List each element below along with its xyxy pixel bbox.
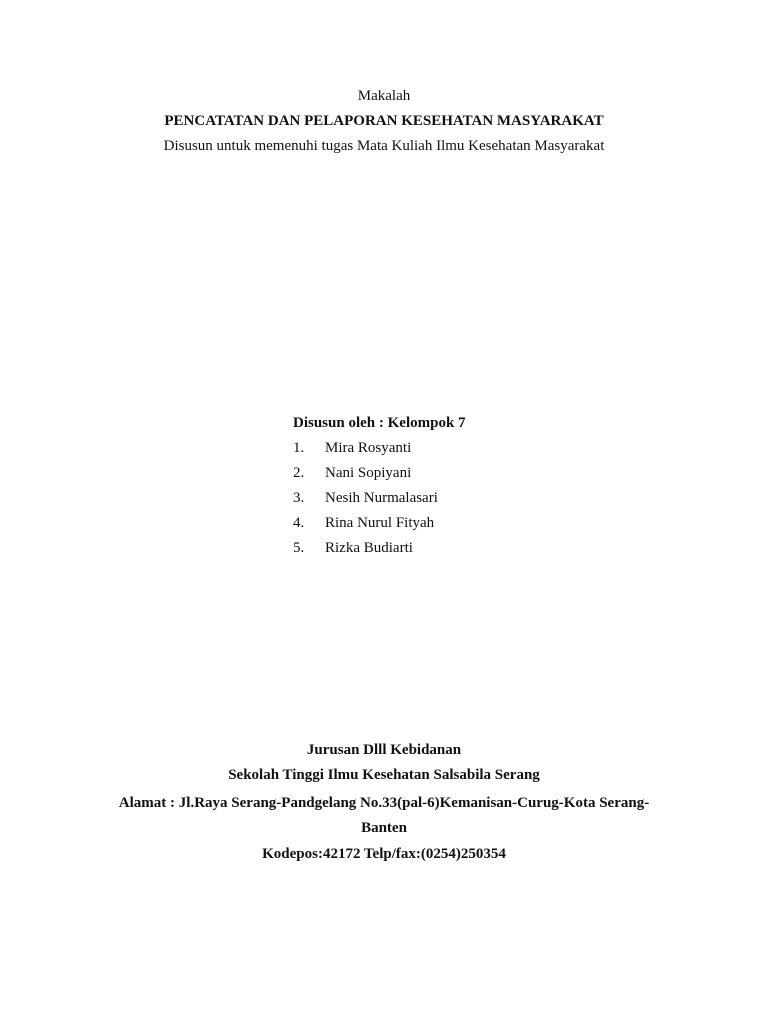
list-item (293, 489, 593, 514)
member-name: Nesih Nurmalasari (325, 490, 438, 506)
member-number: 1. (293, 440, 305, 456)
member-number: 5. (293, 540, 305, 556)
member-number: 2. (293, 465, 305, 481)
member-number: 3. (293, 490, 305, 506)
address-line-2: Banten (361, 820, 407, 836)
document-subtitle: Disusun untuk memenuhi tugas Mata Kuliah Ilmu Kesehatan Masyarakat (163, 138, 605, 154)
list-item (293, 439, 593, 464)
list-item (293, 514, 593, 539)
member-number: 4. (293, 515, 305, 531)
member-name: Rizka Budiarti (325, 540, 413, 556)
member-name: Nani Sopiyani (325, 465, 412, 481)
author-heading: Disusun oleh : Kelompok 7 (293, 415, 466, 431)
department-name: Jurusan Dlll Kebidanan (306, 742, 462, 758)
member-name: Mira Rosyanti (325, 440, 412, 456)
document-title: PENCATATAN DAN PELAPORAN KESEHATAN MASYARAKAT (164, 113, 604, 129)
member-list (293, 439, 593, 564)
school-name: Sekolah Tinggi Ilmu Kesehatan Salsabila Serang (228, 767, 540, 783)
list-item (293, 464, 593, 489)
address-line-1: Alamat : Jl.Raya Serang-Pandgelang No.33(pal-6)Kemanisan-Curug-Kota Serang- (118, 795, 650, 811)
doc-type-label: Makalah (357, 88, 411, 104)
member-name: Rina Nurul Fityah (325, 515, 435, 531)
contact-info: Kodepos:42172 Telp/fax:(0254)250354 (262, 846, 506, 862)
author-block (293, 414, 593, 564)
list-item (293, 539, 593, 564)
